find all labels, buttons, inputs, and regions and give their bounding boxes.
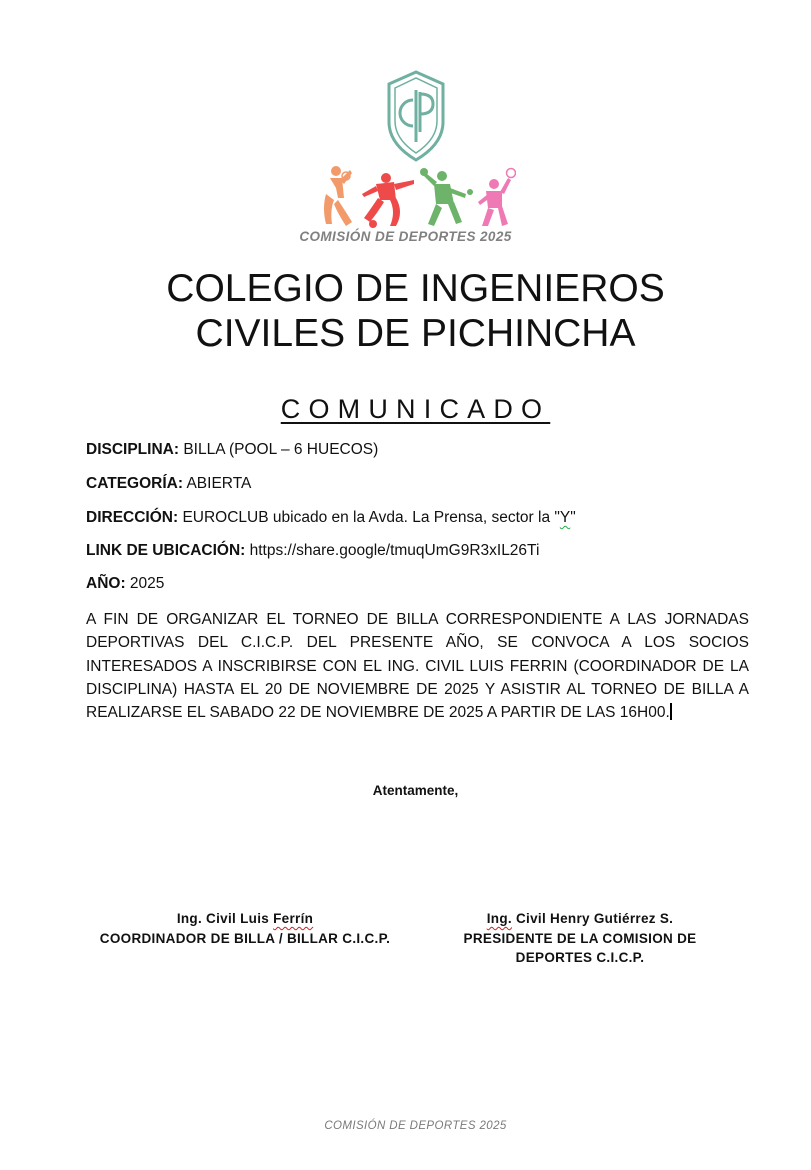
soccer-player-icon	[362, 173, 414, 226]
signature-right-role-line-1: PRESIDENTE DE LA COMISION DE	[463, 930, 697, 946]
anio-value: 2025	[129, 575, 165, 592]
direccion-mark: Y	[559, 509, 571, 526]
athletes-illustration	[316, 164, 516, 230]
committee-tagline: COMISIÓN DE DEPORTES 2025	[299, 229, 512, 244]
text-cursor	[670, 703, 672, 720]
anio-label: AÑO:	[86, 575, 126, 592]
field-disciplina	[86, 441, 378, 459]
announcement-text: A FIN DE ORGANIZAR EL TORNEO DE BILLA CORRESPONDIENTE A LAS JORNADAS DEPORTIVAS DEL C.I.C.P. DEL PRESENTE AÑO, SE CONVOCA A LOS SOCIOS INTERESADOS A INSCRIBIRSE CON EL ING. CIVIL LUIS FERRIN (COORDINADOR DE LA DISCIPLINA) HASTA EL 20 DE NOVIEMBRE DE 2025 Y ASISTIR AL TORNEO DE BILLA A REALIZARSE EL SABADO 22 DE NOVIEMBRE DE 2025 A PARTIR DE LAS 16H00.	[86, 611, 749, 722]
disciplina-value: BILLA (POOL – 6 HUECOS)	[183, 441, 379, 458]
categoria-label: CATEGORÍA:	[86, 475, 184, 492]
signature-right-name	[430, 909, 730, 929]
cicp-crest-logo	[383, 70, 449, 162]
ping-pong-player-icon	[424, 171, 466, 226]
volleyball-player-icon	[324, 166, 352, 226]
basketball-player-icon	[478, 178, 511, 226]
link-label: LINK DE UBICACIÓN:	[86, 542, 246, 559]
signature-right-prefix: Ing.	[486, 911, 512, 926]
field-link	[86, 542, 539, 560]
signature-left-role: COORDINADOR DE BILLA / BILLAR C.I.C.P.	[99, 930, 391, 946]
field-anio	[86, 575, 164, 593]
signature-left	[70, 909, 420, 948]
signature-left-name	[70, 909, 420, 929]
signature-right	[430, 909, 730, 968]
location-link[interactable]: https://share.google/tmuqUmG9R3xIL26Ti	[249, 542, 540, 559]
field-direccion	[86, 509, 576, 527]
institution-title	[0, 266, 811, 356]
title-line-1: COLEGIO DE INGENIEROS	[166, 267, 665, 310]
signature-left-surname: Ferrín	[273, 911, 314, 926]
direccion-label: DIRECCIÓN:	[86, 509, 179, 526]
direccion-value: EUROCLUB ubicado en la Avda. La Prensa, sector la "	[182, 509, 560, 526]
disciplina-label: DISCIPLINA:	[86, 441, 179, 458]
title-line-2: CIVILES DE PICHINCHA	[195, 312, 636, 355]
signature-right-role-line-2: DEPORTES C.I.C.P.	[515, 950, 645, 965]
categoria-value: ABIERTA	[186, 475, 252, 492]
signature-left-prefix: Ing. Civil Luis	[176, 911, 274, 926]
field-categoria	[86, 475, 251, 493]
document-heading: COMUNICADO	[280, 394, 551, 424]
signature-right-rest: Civil Henry Gutiérrez S.	[511, 911, 674, 926]
closing-salutation: Atentamente,	[372, 783, 459, 798]
page-footer: COMISIÓN DE DEPORTES 2025	[324, 1120, 507, 1132]
announcement-paragraph	[86, 608, 749, 724]
direccion-end: "	[570, 509, 576, 526]
